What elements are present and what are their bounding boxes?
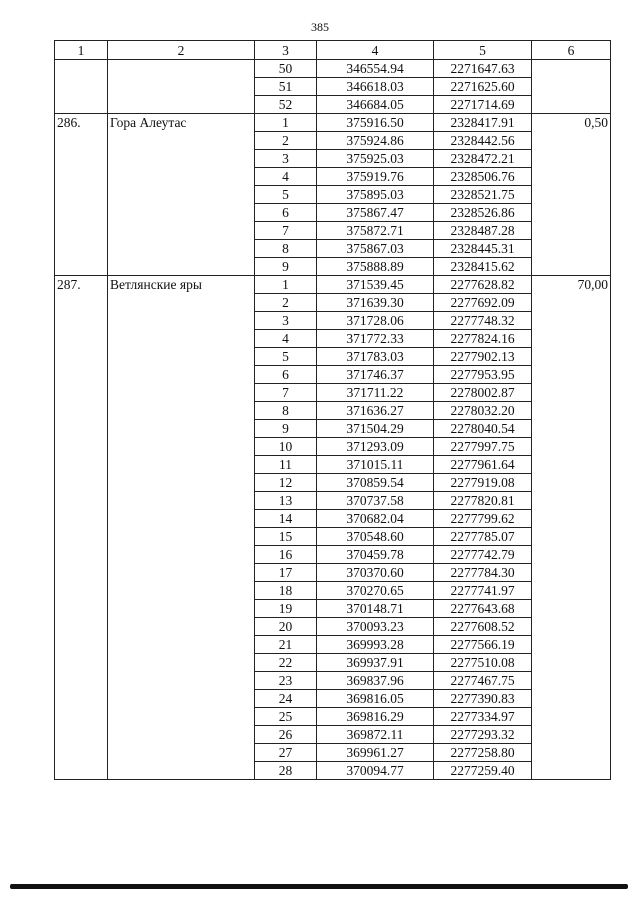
y-coordinate-cell: 2278032.20 xyxy=(434,402,532,420)
point-number-cell: 27 xyxy=(255,744,317,762)
x-coordinate-cell: 370737.58 xyxy=(317,492,434,510)
table-row xyxy=(55,276,611,294)
point-number-cell: 8 xyxy=(255,240,317,258)
x-coordinate-cell: 371636.27 xyxy=(317,402,434,420)
x-coordinate-cell: 370370.60 xyxy=(317,564,434,582)
column-header: 4 xyxy=(317,41,434,60)
column-header: 1 xyxy=(55,41,108,60)
column-header: 5 xyxy=(434,41,532,60)
point-number-cell: 13 xyxy=(255,492,317,510)
y-coordinate-cell: 2277390.83 xyxy=(434,690,532,708)
x-coordinate-cell: 375867.47 xyxy=(317,204,434,222)
coordinates-table xyxy=(54,40,611,780)
object-number-cell: 287. xyxy=(55,276,108,780)
point-number-cell: 10 xyxy=(255,438,317,456)
point-number-cell: 6 xyxy=(255,366,317,384)
y-coordinate-cell: 2277824.16 xyxy=(434,330,532,348)
x-coordinate-cell: 375872.71 xyxy=(317,222,434,240)
x-coordinate-cell: 369837.96 xyxy=(317,672,434,690)
point-number-cell: 50 xyxy=(255,60,317,78)
y-coordinate-cell: 2277643.68 xyxy=(434,600,532,618)
x-coordinate-cell: 370148.71 xyxy=(317,600,434,618)
x-coordinate-cell: 369993.28 xyxy=(317,636,434,654)
point-number-cell: 2 xyxy=(255,294,317,312)
y-coordinate-cell: 2277742.79 xyxy=(434,546,532,564)
point-number-cell: 16 xyxy=(255,546,317,564)
x-coordinate-cell: 370459.78 xyxy=(317,546,434,564)
y-coordinate-cell: 2277961.64 xyxy=(434,456,532,474)
point-number-cell: 2 xyxy=(255,132,317,150)
x-coordinate-cell: 371746.37 xyxy=(317,366,434,384)
y-coordinate-cell: 2277748.32 xyxy=(434,312,532,330)
point-number-cell: 15 xyxy=(255,528,317,546)
y-coordinate-cell: 2277467.75 xyxy=(434,672,532,690)
point-number-cell: 19 xyxy=(255,600,317,618)
point-number-cell: 1 xyxy=(255,276,317,294)
y-coordinate-cell: 2277566.19 xyxy=(434,636,532,654)
y-coordinate-cell: 2277785.07 xyxy=(434,528,532,546)
x-coordinate-cell: 369872.11 xyxy=(317,726,434,744)
point-number-cell: 7 xyxy=(255,222,317,240)
column-header: 2 xyxy=(108,41,255,60)
y-coordinate-cell: 2271625.60 xyxy=(434,78,532,96)
point-number-cell: 4 xyxy=(255,168,317,186)
x-coordinate-cell: 371015.11 xyxy=(317,456,434,474)
x-coordinate-cell: 371639.30 xyxy=(317,294,434,312)
y-coordinate-cell: 2277784.30 xyxy=(434,564,532,582)
y-coordinate-cell: 2328445.31 xyxy=(434,240,532,258)
object-name-cell: Гора Алеутас xyxy=(108,114,255,276)
x-coordinate-cell: 370270.65 xyxy=(317,582,434,600)
x-coordinate-cell: 371772.33 xyxy=(317,330,434,348)
point-number-cell: 1 xyxy=(255,114,317,132)
y-coordinate-cell: 2277628.82 xyxy=(434,276,532,294)
x-coordinate-cell: 369816.29 xyxy=(317,708,434,726)
point-number-cell: 4 xyxy=(255,330,317,348)
point-number-cell: 24 xyxy=(255,690,317,708)
y-coordinate-cell: 2328506.76 xyxy=(434,168,532,186)
point-number-cell: 9 xyxy=(255,258,317,276)
x-coordinate-cell: 375919.76 xyxy=(317,168,434,186)
point-number-cell: 11 xyxy=(255,456,317,474)
x-coordinate-cell: 375867.03 xyxy=(317,240,434,258)
x-coordinate-cell: 371728.06 xyxy=(317,312,434,330)
y-coordinate-cell: 2277997.75 xyxy=(434,438,532,456)
table-row xyxy=(55,60,611,78)
area-cell: 70,00 xyxy=(532,276,611,780)
point-number-cell: 12 xyxy=(255,474,317,492)
y-coordinate-cell: 2271714.69 xyxy=(434,96,532,114)
point-number-cell: 51 xyxy=(255,78,317,96)
point-number-cell: 28 xyxy=(255,762,317,780)
column-header: 3 xyxy=(255,41,317,60)
y-coordinate-cell: 2277799.62 xyxy=(434,510,532,528)
point-number-cell: 23 xyxy=(255,672,317,690)
y-coordinate-cell: 2277334.97 xyxy=(434,708,532,726)
y-coordinate-cell: 2278040.54 xyxy=(434,420,532,438)
x-coordinate-cell: 375895.03 xyxy=(317,186,434,204)
y-coordinate-cell: 2328442.56 xyxy=(434,132,532,150)
x-coordinate-cell: 371539.45 xyxy=(317,276,434,294)
x-coordinate-cell: 371783.03 xyxy=(317,348,434,366)
y-coordinate-cell: 2328526.86 xyxy=(434,204,532,222)
object-name-cell xyxy=(108,60,255,114)
x-coordinate-cell: 369816.05 xyxy=(317,690,434,708)
point-number-cell: 20 xyxy=(255,618,317,636)
object-number-cell xyxy=(55,60,108,114)
object-number-cell: 286. xyxy=(55,114,108,276)
point-number-cell: 5 xyxy=(255,348,317,366)
x-coordinate-cell: 375888.89 xyxy=(317,258,434,276)
y-coordinate-cell: 2277510.08 xyxy=(434,654,532,672)
page-number: 385 xyxy=(311,20,329,34)
x-coordinate-cell: 375924.86 xyxy=(317,132,434,150)
y-coordinate-cell: 2277258.80 xyxy=(434,744,532,762)
x-coordinate-cell: 375925.03 xyxy=(317,150,434,168)
x-coordinate-cell: 346684.05 xyxy=(317,96,434,114)
x-coordinate-cell: 370093.23 xyxy=(317,618,434,636)
x-coordinate-cell: 375916.50 xyxy=(317,114,434,132)
table-header-row xyxy=(55,41,611,60)
y-coordinate-cell: 2277293.32 xyxy=(434,726,532,744)
point-number-cell: 14 xyxy=(255,510,317,528)
y-coordinate-cell: 2277902.13 xyxy=(434,348,532,366)
y-coordinate-cell: 2271647.63 xyxy=(434,60,532,78)
object-name-cell: Ветлянские яры xyxy=(108,276,255,780)
y-coordinate-cell: 2277608.52 xyxy=(434,618,532,636)
point-number-cell: 7 xyxy=(255,384,317,402)
area-cell xyxy=(532,60,611,114)
point-number-cell: 25 xyxy=(255,708,317,726)
x-coordinate-cell: 371711.22 xyxy=(317,384,434,402)
point-number-cell: 8 xyxy=(255,402,317,420)
x-coordinate-cell: 369937.91 xyxy=(317,654,434,672)
table-row xyxy=(55,114,611,132)
x-coordinate-cell: 371504.29 xyxy=(317,420,434,438)
x-coordinate-cell: 346618.03 xyxy=(317,78,434,96)
y-coordinate-cell: 2277820.81 xyxy=(434,492,532,510)
y-coordinate-cell: 2277692.09 xyxy=(434,294,532,312)
point-number-cell: 52 xyxy=(255,96,317,114)
y-coordinate-cell: 2277259.40 xyxy=(434,762,532,780)
y-coordinate-cell: 2328415.62 xyxy=(434,258,532,276)
x-coordinate-cell: 370682.04 xyxy=(317,510,434,528)
point-number-cell: 9 xyxy=(255,420,317,438)
x-coordinate-cell: 370094.77 xyxy=(317,762,434,780)
point-number-cell: 22 xyxy=(255,654,317,672)
y-coordinate-cell: 2277953.95 xyxy=(434,366,532,384)
bottom-divider xyxy=(10,884,628,889)
y-coordinate-cell: 2328472.21 xyxy=(434,150,532,168)
point-number-cell: 6 xyxy=(255,204,317,222)
point-number-cell: 18 xyxy=(255,582,317,600)
point-number-cell: 26 xyxy=(255,726,317,744)
point-number-cell: 21 xyxy=(255,636,317,654)
point-number-cell: 5 xyxy=(255,186,317,204)
x-coordinate-cell: 370859.54 xyxy=(317,474,434,492)
point-number-cell: 3 xyxy=(255,150,317,168)
y-coordinate-cell: 2328521.75 xyxy=(434,186,532,204)
y-coordinate-cell: 2278002.87 xyxy=(434,384,532,402)
column-header: 6 xyxy=(532,41,611,60)
y-coordinate-cell: 2328487.28 xyxy=(434,222,532,240)
x-coordinate-cell: 371293.09 xyxy=(317,438,434,456)
point-number-cell: 17 xyxy=(255,564,317,582)
y-coordinate-cell: 2277919.08 xyxy=(434,474,532,492)
table-body xyxy=(55,41,611,780)
point-number-cell: 3 xyxy=(255,312,317,330)
x-coordinate-cell: 370548.60 xyxy=(317,528,434,546)
y-coordinate-cell: 2277741.97 xyxy=(434,582,532,600)
area-cell: 0,50 xyxy=(532,114,611,276)
x-coordinate-cell: 346554.94 xyxy=(317,60,434,78)
x-coordinate-cell: 369961.27 xyxy=(317,744,434,762)
y-coordinate-cell: 2328417.91 xyxy=(434,114,532,132)
